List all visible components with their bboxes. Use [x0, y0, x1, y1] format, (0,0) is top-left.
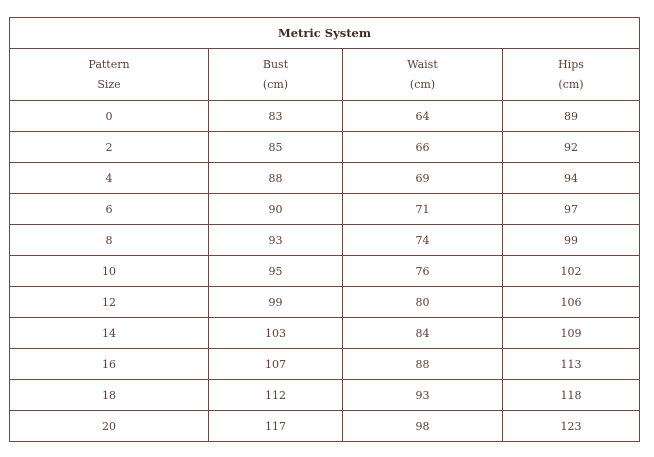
cell-waist: 98	[343, 411, 503, 442]
cell-hips: 106	[503, 287, 640, 318]
table-row	[10, 225, 640, 256]
cell-hips: 92	[503, 132, 640, 163]
header-line: Hips	[558, 57, 584, 71]
cell-waist: 84	[343, 318, 503, 349]
cell-hips: 123	[503, 411, 640, 442]
table-row	[10, 163, 640, 194]
table-row	[10, 256, 640, 287]
header-waist	[343, 49, 503, 101]
cell-hips: 89	[503, 101, 640, 132]
table-row	[10, 318, 640, 349]
header-line: Pattern	[88, 57, 130, 71]
cell-pattern-size: 0	[10, 101, 209, 132]
cell-bust: 107	[209, 349, 343, 380]
cell-pattern-size: 4	[10, 163, 209, 194]
table-row	[10, 380, 640, 411]
cell-hips: 94	[503, 163, 640, 194]
header-line: Size	[97, 77, 121, 91]
cell-bust: 90	[209, 194, 343, 225]
header-pattern-size	[10, 49, 209, 101]
cell-pattern-size: 20	[10, 411, 209, 442]
cell-pattern-size: 18	[10, 380, 209, 411]
table-title: Metric System	[10, 18, 640, 49]
cell-waist: 64	[343, 101, 503, 132]
cell-pattern-size: 10	[10, 256, 209, 287]
table-row	[10, 349, 640, 380]
header-line: Bust	[262, 57, 289, 71]
cell-hips: 97	[503, 194, 640, 225]
cell-waist: 66	[343, 132, 503, 163]
cell-pattern-size: 14	[10, 318, 209, 349]
cell-waist: 71	[343, 194, 503, 225]
header-line: (cm)	[262, 77, 289, 91]
cell-hips: 113	[503, 349, 640, 380]
size-chart	[9, 17, 639, 442]
table-row	[10, 194, 640, 225]
cell-hips: 109	[503, 318, 640, 349]
header-row	[10, 49, 640, 101]
table-row	[10, 101, 640, 132]
header-line: Waist	[407, 57, 438, 71]
header-line: (cm)	[409, 77, 436, 91]
cell-bust: 103	[209, 318, 343, 349]
table-body	[10, 101, 640, 442]
header-line: (cm)	[558, 77, 584, 91]
cell-bust: 93	[209, 225, 343, 256]
cell-pattern-size: 12	[10, 287, 209, 318]
header-hips	[503, 49, 640, 101]
cell-waist: 74	[343, 225, 503, 256]
cell-hips: 118	[503, 380, 640, 411]
cell-bust: 117	[209, 411, 343, 442]
metric-size-table	[9, 17, 640, 442]
table-row	[10, 287, 640, 318]
cell-hips: 99	[503, 225, 640, 256]
cell-bust: 112	[209, 380, 343, 411]
cell-waist: 88	[343, 349, 503, 380]
cell-bust: 83	[209, 101, 343, 132]
cell-bust: 95	[209, 256, 343, 287]
cell-bust: 88	[209, 163, 343, 194]
header-bust	[209, 49, 343, 101]
cell-pattern-size: 8	[10, 225, 209, 256]
table-row	[10, 411, 640, 442]
cell-bust: 85	[209, 132, 343, 163]
cell-pattern-size: 16	[10, 349, 209, 380]
cell-waist: 69	[343, 163, 503, 194]
cell-pattern-size: 6	[10, 194, 209, 225]
cell-pattern-size: 2	[10, 132, 209, 163]
cell-waist: 80	[343, 287, 503, 318]
cell-waist: 76	[343, 256, 503, 287]
cell-bust: 99	[209, 287, 343, 318]
cell-hips: 102	[503, 256, 640, 287]
cell-waist: 93	[343, 380, 503, 411]
table-row	[10, 132, 640, 163]
